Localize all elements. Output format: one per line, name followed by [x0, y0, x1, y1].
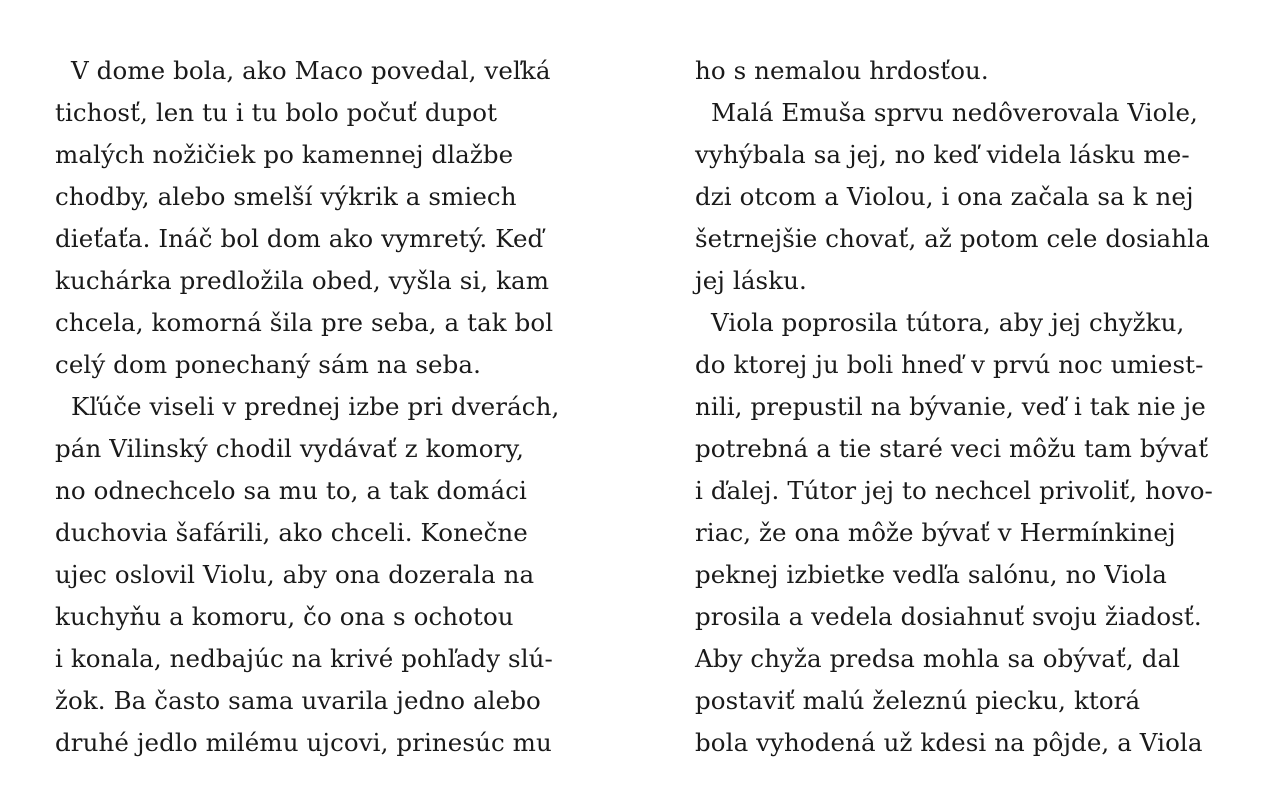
text-line: postaviť malú železnú piecku, ktorá: [695, 686, 1141, 715]
text-line: Malá Emuša sprvu nedôverovala Viole,: [711, 98, 1198, 127]
text-line: peknej izbietke vedľa salónu, no Viola: [695, 560, 1167, 589]
text-line: ujec oslovil Violu, aby ona dozerala na: [55, 560, 535, 589]
text-line: chcela, komorná šila pre seba, a tak bol: [55, 308, 554, 337]
text-line: tichosť, len tu i tu bolo počuť dupot: [55, 98, 498, 127]
text-line: nili, prepustil na bývanie, veď i tak nie je: [695, 392, 1206, 421]
text-line: riac, že ona môže bývať v Hermínkinej: [695, 518, 1176, 547]
text-line: ho s nemalou hrdosťou.: [695, 56, 989, 85]
text-line: kuchárka predložila obed, vyšla si, kam: [55, 266, 550, 295]
text-line: i ďalej. Tútor jej to nechcel privoliť, hovo-: [695, 476, 1213, 505]
text-line: prosila a vedela dosiahnuť svoju žiadosť.: [695, 602, 1202, 631]
left-text-column: [55, 50, 580, 764]
text-line: chodby, alebo smelší výkrik a smiech: [55, 182, 517, 211]
text-line: Kľúče viseli v prednej izbe pri dverách,: [71, 392, 560, 421]
right-text-column: [695, 50, 1225, 764]
text-line: i konala, nedbajúc na krivé pohľady slú-: [55, 644, 553, 673]
text-line: potrebná a tie staré veci môžu tam bývať: [695, 434, 1209, 463]
text-line: dzi otcom a Violou, i ona začala sa k nej: [695, 182, 1194, 211]
text-line: žok. Ba často sama uvarila jedno alebo: [55, 686, 541, 715]
text-line: V dome bola, ako Maco povedal, veľká: [71, 56, 551, 85]
text-line: Aby chyža predsa mohla sa obývať, dal: [695, 644, 1181, 673]
text-line: malých nožičiek po kamennej dlažbe: [55, 140, 514, 169]
text-line: kuchyňu a komoru, čo ona s ochotou: [55, 602, 514, 631]
text-line: Viola poprosila tútora, aby jej chyžku,: [711, 308, 1185, 337]
text-line: celý dom ponechaný sám na seba.: [55, 350, 481, 379]
text-line: dieťaťa. Ináč bol dom ako vymretý. Keď: [55, 224, 544, 253]
text-line: vyhýbala sa jej, no keď videla lásku me-: [695, 140, 1190, 169]
text-line: do ktorej ju boli hneď v prvú noc umiest-: [695, 350, 1204, 379]
text-line: šetrnejšie chovať, až potom cele dosiahla: [695, 224, 1210, 253]
text-line: pán Vilinský chodil vydávať z komory,: [55, 434, 524, 463]
text-line: no odnechcelo sa mu to, a tak domáci: [55, 476, 527, 505]
text-line: duchovia šafárili, ako chceli. Konečne: [55, 518, 528, 547]
text-line: bola vyhodená už kdesi na pôjde, a Viola: [695, 728, 1203, 757]
text-line: druhé jedlo milému ujcovi, prinesúc mu: [55, 728, 552, 757]
text-line: jej lásku.: [695, 266, 807, 295]
